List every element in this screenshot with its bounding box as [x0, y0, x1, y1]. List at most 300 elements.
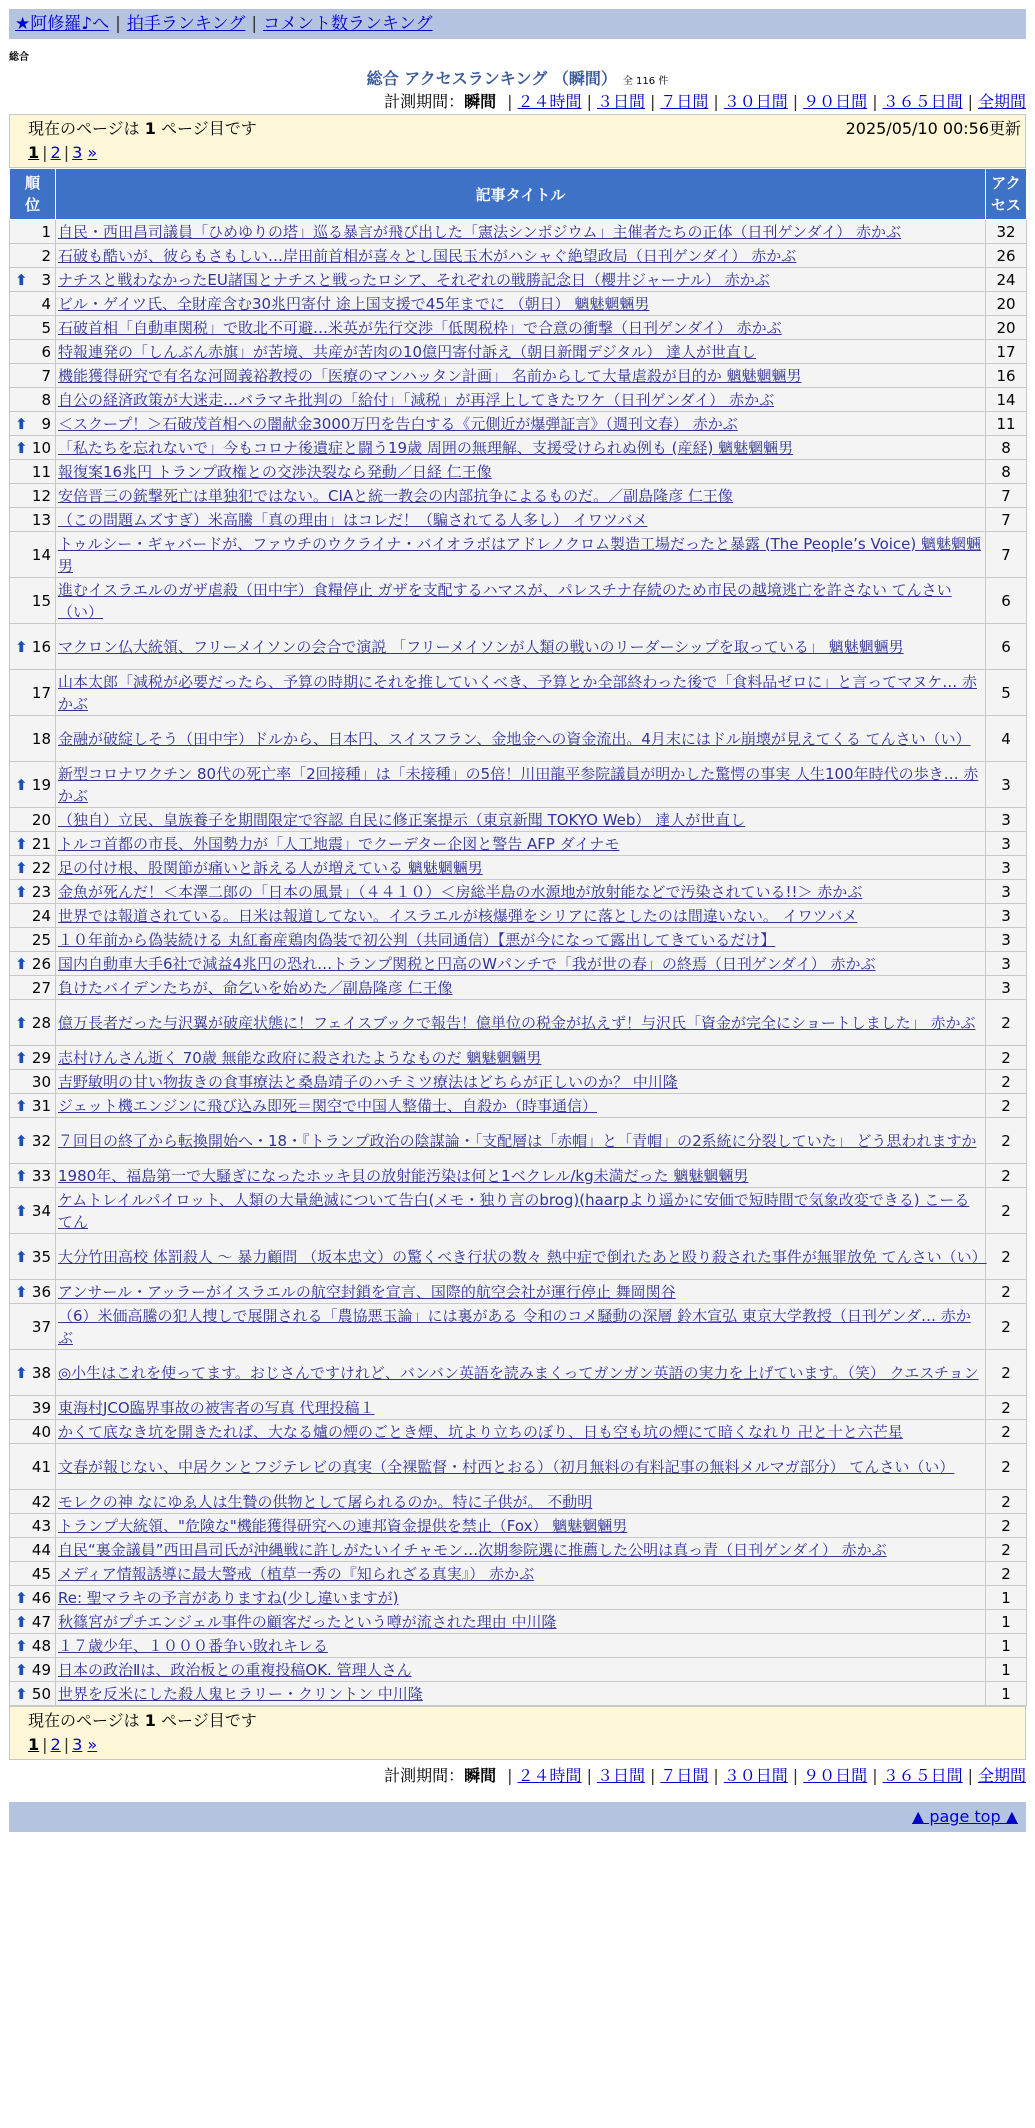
article-link[interactable]: かくて底なき坑を開きたれば、大なる爐の煙のごとき煙、坑より立ちのぼり、日も空も坑の煙にて暗くなれり 卍と十と六芒星	[58, 1422, 903, 1441]
period-selector-top	[9, 90, 1026, 114]
access-count: 2	[986, 1444, 1027, 1490]
access-count: 1	[986, 1658, 1027, 1682]
rank-cell	[10, 976, 56, 1000]
article-link[interactable]: １７歳少年、１０００番争い敗れキレる	[58, 1636, 328, 1655]
rank-cell	[10, 928, 56, 952]
title-cell	[56, 244, 986, 268]
article-link[interactable]: 大分竹田高校 体罰殺人 ～ 暴力顧問 （坂本忠文）の驚くべき行状の数々 熱中症で倒れたあと殴り殺された事件が無罪放免 てんさい（い）	[58, 1247, 987, 1266]
rank-number: 20	[31, 810, 51, 829]
access-count: 1	[986, 1634, 1027, 1658]
title-cell	[56, 532, 986, 578]
rank-cell	[10, 1070, 56, 1094]
period-option-5[interactable]: ３６５日間	[882, 92, 963, 111]
title-cell	[56, 1420, 986, 1444]
title-cell	[56, 1586, 986, 1610]
access-count: 6	[986, 624, 1027, 670]
rank-number: 10	[31, 438, 51, 457]
ranking-row	[10, 1444, 1027, 1490]
title-cell	[56, 1682, 986, 1706]
article-link[interactable]: トルコ首都の市長、外国勢力が「人工地震」でクーデター企図と警告 AFP ダイナモ	[58, 834, 620, 853]
article-link[interactable]: １０年前から偽装続ける 丸紅畜産鶏肉偽装で初公判（共同通信）【悪が今になって露出してきているだけ】	[58, 930, 776, 949]
ranking-row	[10, 808, 1027, 832]
rank-number: 26	[31, 954, 51, 973]
ranking-row	[10, 1562, 1027, 1586]
title-cell	[56, 268, 986, 292]
rank-number: 28	[31, 1013, 51, 1032]
article-link[interactable]: 石破首相「自動車関税」で敗北不可避…米英が先行交渉「低関税枠」で合意の衝撃（日刊ゲンダイ） 赤かぶ	[58, 318, 782, 337]
period-option-5[interactable]: ３６５日間	[882, 1766, 963, 1785]
title-cell	[56, 976, 986, 1000]
ranking-row	[10, 1514, 1027, 1538]
access-count: 3	[986, 952, 1027, 976]
rank-number: 39	[31, 1398, 51, 1417]
title-cell	[56, 436, 986, 460]
title-cell	[56, 1396, 986, 1420]
period-option-0[interactable]: ２４時間	[517, 92, 582, 111]
ranking-row	[10, 1164, 1027, 1188]
access-header: アクセス	[986, 169, 1027, 220]
article-link[interactable]: 志村けんさん逝く 70歳 無能な政府に殺されたようなものだ 魑魅魍魎男	[58, 1048, 542, 1067]
rank-cell	[10, 1634, 56, 1658]
article-link[interactable]: 金融が破綻しそう（田中宇）ドルから、日本円、スイスフラン、金地金への資金流出。4月末にはドル崩壊が見えてくる てんさい（い）	[58, 729, 971, 748]
article-link[interactable]: 報復案16兆円 トランプ政権との交渉決裂なら発動／日経 仁王像	[58, 462, 492, 481]
period-option-4[interactable]: ９０日間	[803, 1766, 868, 1785]
rank-number: 40	[31, 1422, 51, 1441]
ranking-row	[10, 976, 1027, 1000]
ranking-row	[10, 716, 1027, 762]
rank-number: 25	[31, 930, 51, 949]
rank-cell	[10, 762, 56, 808]
period-option-3[interactable]: ３０日間	[723, 1766, 788, 1785]
page-wrapper	[9, 9, 1026, 1832]
home-link[interactable]: ★阿修羅♪へ	[15, 14, 110, 34]
access-count: 2	[986, 1000, 1027, 1046]
access-count: 26	[986, 244, 1027, 268]
rank-cell	[10, 1538, 56, 1562]
rank-cell	[10, 1514, 56, 1538]
period-separator: |	[967, 1766, 973, 1785]
title-cell	[56, 880, 986, 904]
article-link[interactable]: 自民・西田昌司議員「ひめゆりの塔」巡る暴言が飛び出した「憲法シンポジウム」主催者たちの正体（日刊ゲンダイ） 赤かぶ	[58, 222, 902, 241]
ranking-row	[10, 762, 1027, 808]
rank-number: 6	[41, 342, 51, 361]
rank-cell	[10, 460, 56, 484]
article-link[interactable]: 東海村JCO臨界事故の被害者の写真 代理投稿１	[58, 1398, 375, 1417]
access-count: 1	[986, 1610, 1027, 1634]
rank-number: 35	[31, 1247, 51, 1266]
rank-number: 9	[41, 414, 51, 433]
period-separator: |	[872, 1766, 878, 1785]
rank-cell	[10, 624, 56, 670]
ranking-row	[10, 952, 1027, 976]
rank-up-arrow-icon: ⬆	[15, 1247, 28, 1266]
pager-next-link[interactable]: »	[87, 1735, 98, 1754]
ranking-row	[10, 532, 1027, 578]
access-count: 2	[986, 1188, 1027, 1234]
access-count: 2	[986, 1164, 1027, 1188]
access-count: 3	[986, 856, 1027, 880]
access-count: 3	[986, 928, 1027, 952]
article-link[interactable]: 石破も酷いが、彼らもさもしい…岸田前首相が喜々とし国民玉木がハシャぐ絶望政局（日刊ゲンダイ） 赤かぶ	[58, 246, 797, 265]
ranking-row	[10, 904, 1027, 928]
rank-cell	[10, 484, 56, 508]
title-cell	[56, 1280, 986, 1304]
period-option-6[interactable]: 全期間	[977, 92, 1026, 111]
rank-number: 37	[31, 1317, 51, 1336]
access-count: 3	[986, 904, 1027, 928]
ranking-row	[10, 624, 1027, 670]
ranking-row	[10, 340, 1027, 364]
article-link[interactable]: ビル・ゲイツ氏、全財産含む30兆円寄付 途上国支援で45年までに （朝日） 魑魅魍魎男	[58, 294, 650, 313]
article-link[interactable]: （6）米価高騰の犯人捜しで展開される「農協悪玉論」には裏がある 令和のコメ騒動の深層 鈴木宣弘 東京大学教授（日刊ゲンダ… 赤かぶ	[58, 1306, 971, 1347]
title-cell	[56, 1350, 986, 1396]
article-link[interactable]: 山本太郎「減税が必要だったら、予算の時期にそれを推していくべき、予算とか全部終わった後で「食料品ゼロに」と言ってマヌケ… 赤かぶ	[58, 672, 978, 713]
ranking-row	[10, 436, 1027, 460]
access-count: 32	[986, 220, 1027, 244]
article-link[interactable]: 進むイスラエルのガザ虐殺（田中宇）食糧停止 ガザを支配するハマスが、パレスチナ存続のため市民の越境逃亡を許さない てんさい（い）	[58, 580, 952, 621]
title-cell	[56, 1658, 986, 1682]
title-cell	[56, 1188, 986, 1234]
article-link[interactable]: 1980年、福島第一で大騒ぎになったホッキ貝の放射能汚染は何と1ベクレル/kg未満だった 魑魅魍魎男	[58, 1166, 749, 1185]
rank-cell	[10, 412, 56, 436]
rank-up-arrow-icon: ⬆	[15, 1660, 28, 1679]
rank-number: 11	[31, 462, 51, 481]
title-cell	[56, 1490, 986, 1514]
rank-up-arrow-icon: ⬆	[15, 1684, 28, 1703]
article-link[interactable]: マクロン仏大統領、フリーメイソンの会合で演説 「フリーメイソンが人類の戦いのリーダーシップを取っている」 魑魅魍魎男	[58, 637, 904, 656]
article-link[interactable]: （独自）立民、皇族養子を期間限定で容認 自民に修正案提示（東京新聞 TOKYO Web） 達人が世直し	[58, 810, 746, 829]
article-link[interactable]: 自公の経済政策が大迷走…バラマキ批判の「給付」「減税」が再浮上してきたワケ（日刊ゲンダイ） 赤かぶ	[58, 390, 775, 409]
rank-number: 34	[31, 1201, 51, 1220]
rank-cell	[10, 436, 56, 460]
period-separator: |	[967, 92, 973, 111]
rank-up-arrow-icon: ⬆	[15, 1282, 28, 1301]
article-link[interactable]: 金魚が死んだ！＜本澤二郎の「日本の風景」（４４１０）＜房総半島の水源地が放射能などで汚染されている!!＞ 赤かぶ	[58, 882, 863, 901]
rank-cell	[10, 1234, 56, 1280]
article-link[interactable]: 吉野敏明の甘い物抜きの食事療法と桑島靖子のハチミツ療法はどちらが正しいのか？ 中川隆	[58, 1072, 678, 1091]
title-cell	[56, 808, 986, 832]
title-cell	[56, 1234, 986, 1280]
ranking-row	[10, 928, 1027, 952]
title-cell	[56, 1610, 986, 1634]
title-cell	[56, 460, 986, 484]
pager-top	[28, 141, 1021, 165]
rank-cell	[10, 508, 56, 532]
rank-cell	[10, 364, 56, 388]
access-count: 3	[986, 808, 1027, 832]
article-link[interactable]: 自民“裏金議員”西田昌司氏が沖縄戦に許しがたいイチャモン…次期参院選に推薦した公明は真っ青（日刊ゲンダイ） 赤かぶ	[58, 1540, 887, 1559]
period-separator: |	[649, 1766, 656, 1785]
article-link[interactable]: 文春が報じない、中居クンとフジテレビの真実（全裸監督・村西とおる）（初月無料の有料記事の無料メルマガ部分） てんさい（い）	[58, 1457, 955, 1476]
rank-cell	[10, 1164, 56, 1188]
title-cell	[56, 578, 986, 624]
ranking-row	[10, 670, 1027, 716]
nav-separator: |	[115, 14, 121, 34]
rank-number: 30	[31, 1072, 51, 1091]
rank-up-arrow-icon: ⬆	[15, 1131, 28, 1150]
rank-number: 13	[31, 510, 51, 529]
title-cell	[56, 1094, 986, 1118]
access-count: 6	[986, 578, 1027, 624]
page-info-box-top	[9, 114, 1026, 168]
article-link[interactable]: 世界を反米にした殺人鬼ヒラリー・クリントン 中川隆	[58, 1684, 423, 1703]
total-count: 全 116 件	[622, 76, 669, 87]
ranking-row	[10, 1000, 1027, 1046]
ranking-row	[10, 1682, 1027, 1706]
access-count: 2	[986, 1396, 1027, 1420]
ranking-row	[10, 1538, 1027, 1562]
ranking-row	[10, 832, 1027, 856]
title-cell	[56, 412, 986, 436]
rank-cell	[10, 880, 56, 904]
ranking-row	[10, 1070, 1027, 1094]
title-cell	[56, 1304, 986, 1350]
rank-cell	[10, 1658, 56, 1682]
ranking-row	[10, 220, 1027, 244]
nav-separator: |	[251, 14, 258, 34]
period-option-4[interactable]: ９０日間	[803, 92, 868, 111]
rank-cell	[10, 1610, 56, 1634]
title-cell	[56, 1118, 986, 1164]
rank-number: 22	[31, 858, 51, 877]
rank-number: 36	[31, 1282, 51, 1301]
rank-cell	[10, 1682, 56, 1706]
period-option-6[interactable]: 全期間	[977, 1766, 1026, 1785]
period-option-1[interactable]: ３日間	[596, 1766, 645, 1785]
access-count: 7	[986, 532, 1027, 578]
pager-separator: |	[63, 143, 70, 162]
period-label: 計測期間：	[384, 1766, 465, 1785]
article-link[interactable]: メディア情報誘導に最大警戒（植草一秀の『知られざる真実』） 赤かぶ	[58, 1564, 535, 1583]
rank-cell	[10, 220, 56, 244]
access-count: 20	[986, 292, 1027, 316]
ranking-row	[10, 1188, 1027, 1234]
period-current: 瞬間	[464, 1766, 497, 1785]
rank-up-arrow-icon: ⬆	[15, 438, 28, 457]
rank-number: 17	[31, 683, 51, 702]
rank-number: 44	[31, 1540, 51, 1559]
article-link[interactable]: ◎小生はこれを使ってます。おじさんですけれど、バンバン英語を読みまくってガンガン英語の実力を上げています。（笑） クエスチョン	[58, 1363, 979, 1382]
article-link[interactable]: ケムトレイルパイロット、人類の大量絶滅について告白(メモ・独り言のbrog)(haarpより遥かに安価で短時間で気象改変できる) こーるてん	[58, 1190, 970, 1231]
article-link[interactable]: 日本の政治Ⅱは、政治板との重複投稿OK. 管理人さん	[58, 1660, 412, 1679]
title-cell	[56, 624, 986, 670]
access-count: 3	[986, 880, 1027, 904]
rank-cell	[10, 1118, 56, 1164]
article-link[interactable]: ７回目の終了から転換開始へ・18・『トランプ政治の陰謀論・「支配層は「赤帽」と「青帽」の2系統に分裂していた」 どう思われますか	[58, 1131, 977, 1150]
rank-up-arrow-icon: ⬆	[15, 637, 28, 656]
rank-number: 46	[31, 1588, 51, 1607]
title-cell	[56, 364, 986, 388]
title-cell	[56, 1000, 986, 1046]
pager-page-2[interactable]: 2	[50, 1735, 61, 1754]
rank-number: 21	[31, 834, 51, 853]
access-count: 3	[986, 832, 1027, 856]
rank-number: 15	[31, 591, 51, 610]
period-option-0[interactable]: ２４時間	[517, 1766, 582, 1785]
rank-number: 19	[31, 775, 51, 794]
applause-ranking-link[interactable]: 拍手ランキング	[126, 14, 246, 34]
rank-up-arrow-icon: ⬆	[15, 1096, 28, 1115]
period-option-2[interactable]: ７日間	[660, 92, 709, 111]
article-link[interactable]: 足の付け根、股関節が痛いと訴える人が増えている 魑魅魍魎男	[58, 858, 483, 877]
access-count: 14	[986, 388, 1027, 412]
rank-cell	[10, 1586, 56, 1610]
ranking-row	[10, 880, 1027, 904]
rank-number: 42	[31, 1492, 51, 1511]
rank-up-arrow-icon: ⬆	[15, 1612, 28, 1631]
access-count: 1	[986, 1586, 1027, 1610]
access-count: 2	[986, 1538, 1027, 1562]
rank-number: 16	[31, 637, 51, 656]
rank-cell	[10, 316, 56, 340]
title-cell	[56, 1164, 986, 1188]
rank-up-arrow-icon: ⬆	[15, 414, 28, 433]
rank-cell	[10, 1000, 56, 1046]
ranking-row	[10, 460, 1027, 484]
article-link[interactable]: （この問題ムズすぎ）米高騰「真の理由」はコレだ！（騙されてる人多し） イワツバメ	[58, 510, 648, 529]
ranking-row	[10, 1046, 1027, 1070]
rank-cell	[10, 1396, 56, 1420]
rank-header: 順位	[10, 169, 56, 220]
page-indicator-bottom: 現在のページは 1 ページ目です	[28, 1711, 257, 1730]
rank-cell	[10, 244, 56, 268]
rank-cell	[10, 1562, 56, 1586]
period-current: 瞬間	[464, 92, 497, 111]
rank-number: 43	[31, 1516, 51, 1535]
period-option-3[interactable]: ３０日間	[723, 92, 788, 111]
title-cell	[56, 856, 986, 880]
ranking-table	[9, 168, 1027, 1706]
rank-number: 2	[41, 246, 51, 265]
comment-ranking-link[interactable]: コメント数ランキング	[263, 14, 433, 34]
rank-cell	[10, 856, 56, 880]
ranking-row	[10, 484, 1027, 508]
title-cell	[56, 1562, 986, 1586]
rank-number: 38	[31, 1363, 51, 1382]
rank-number: 48	[31, 1636, 51, 1655]
bottom-bar	[9, 1802, 1026, 1832]
article-link[interactable]: ジェット機エンジンに飛び込み即死＝関空で中国人整備士、自殺か（時事通信）	[58, 1096, 597, 1115]
pager-page-3[interactable]: 3	[72, 1735, 83, 1754]
rank-up-arrow-icon: ⬆	[15, 1166, 28, 1185]
ranking-row	[10, 1658, 1027, 1682]
access-count: 2	[986, 1118, 1027, 1164]
article-link[interactable]: モレクの神 なにゆゑ人は生贄の供物として屠られるのか。特に子供が。 不動明	[58, 1492, 593, 1511]
page-top-link[interactable]: ▲ page top ▲	[911, 1807, 1018, 1826]
rank-number: 32	[31, 1131, 51, 1150]
article-link[interactable]: ナチスと戦わなかったEU諸国とナチスと戦ったロシア、それぞれの戦勝記念日（櫻井ジャーナル） 赤かぶ	[58, 270, 770, 289]
ranking-row	[10, 1350, 1027, 1396]
article-link[interactable]: 世界では報道されている。日米は報道してない。イスラエルが核爆弾をシリアに落としたのは間違いない。 イワツバメ	[58, 906, 858, 925]
article-link[interactable]: 負けたバイデンたちが、命乞いを始めた／副島隆彦 仁王像	[58, 978, 453, 997]
access-count: 7	[986, 508, 1027, 532]
access-count: 2	[986, 1046, 1027, 1070]
period-label: 計測期間：	[384, 92, 465, 111]
rank-up-arrow-icon: ⬆	[15, 1048, 28, 1067]
article-link[interactable]: Re: 聖マラキの予言がありますね(少し違いますが)	[58, 1588, 399, 1607]
rank-number: 5	[41, 318, 51, 337]
title-cell	[56, 340, 986, 364]
pager-page-3[interactable]: 3	[72, 143, 83, 162]
period-option-2[interactable]: ７日間	[660, 1766, 709, 1785]
rank-number: 33	[31, 1166, 51, 1185]
rank-cell	[10, 532, 56, 578]
rank-up-arrow-icon: ⬆	[15, 775, 28, 794]
rank-cell	[10, 292, 56, 316]
title-cell	[56, 316, 986, 340]
article-link[interactable]: 機能獲得研究で有名な河岡義裕教授の「医療のマンハッタン計画」 名前からして大量虐殺が目的か 魑魅魍魎男	[58, 366, 802, 385]
period-separator: |	[713, 1766, 719, 1785]
article-link[interactable]: 億万長者だった与沢翼が破産状態に！フェイスブックで報告！億単位の税金が払えず！与沢氏「資金が完全にショートしました」 赤かぶ	[58, 1013, 976, 1032]
period-option-1[interactable]: ３日間	[596, 92, 645, 111]
top-nav-bar	[9, 9, 1026, 39]
article-link[interactable]: 新型コロナワクチン 80代の死亡率「2回接種」は「未接種」の5倍！川田龍平参院議員が明かした驚愕の事実 人生100年時代の歩き… 赤かぶ	[58, 764, 979, 805]
rank-up-arrow-icon: ⬆	[15, 1363, 28, 1382]
pager-page-2[interactable]: 2	[50, 143, 61, 162]
ranking-row	[10, 268, 1027, 292]
pager-next-link[interactable]: »	[87, 143, 98, 162]
article-link[interactable]: ＜スクープ！＞石破茂首相への闇献金3000万円を告白する《元側近が爆弾証言》（週刊文春） 赤かぶ	[58, 414, 738, 433]
period-separator: |	[507, 1766, 513, 1785]
article-link[interactable]: 安倍晋三の銃撃死亡は単独犯ではない。CIAと統一教会の内部抗争によるものだ。／副島隆彦 仁王像	[58, 486, 733, 505]
rank-cell	[10, 340, 56, 364]
article-link[interactable]: トランプ大統領、"危険な"機能獲得研究への連邦資金提供を禁止（Fox） 魑魅魍魎男	[58, 1516, 628, 1535]
article-link[interactable]: 「私たちを忘れないで」今もコロナ後遺症と闘う19歳 周囲の無理解、支援受けられぬ例も (産経) 魑魅魍魎男	[58, 438, 794, 457]
pager-separator: |	[42, 143, 48, 162]
title-cell	[56, 670, 986, 716]
ranking-row	[10, 856, 1027, 880]
period-separator: |	[872, 92, 878, 111]
article-link[interactable]: アンサール・アッラーがイスラエルの航空封鎖を宣言、国際的航空会社が運行停止 舞岡関谷	[58, 1282, 676, 1301]
access-count: 2	[986, 1490, 1027, 1514]
rank-number: 23	[31, 882, 51, 901]
rank-number: 4	[41, 294, 51, 313]
article-link[interactable]: 特報連発の「しんぶん赤旗」が苦境、共産が苦肉の10億円寄付訴え（朝日新聞デジタル） 達人が世直し	[58, 342, 756, 361]
rank-number: 12	[31, 486, 51, 505]
rank-up-arrow-icon: ⬆	[15, 834, 28, 853]
ranking-row	[10, 1610, 1027, 1634]
ranking-row	[10, 292, 1027, 316]
title-cell	[56, 928, 986, 952]
article-link[interactable]: トゥルシー・ギャバードが、ファウチのウクライナ・バイオラボはアドレノクロム製造工場だったと暴露 (The People’s Voice) 魑魅魍魎男	[58, 534, 982, 575]
access-count: 3	[986, 762, 1027, 808]
ranking-title: 総合 アクセスランキング （瞬間）	[366, 69, 617, 88]
pager-separator: |	[42, 1735, 48, 1754]
title-cell	[56, 484, 986, 508]
ranking-row	[10, 316, 1027, 340]
rank-cell	[10, 1304, 56, 1350]
ranking-row	[10, 1234, 1027, 1280]
article-link[interactable]: 秋篠宮がプチエンジェル事件の顧客だったという噂が流された理由 中川隆	[58, 1612, 557, 1631]
title-cell	[56, 1046, 986, 1070]
period-separator: |	[792, 1766, 799, 1785]
rank-number: 3	[41, 270, 51, 289]
title-cell	[56, 716, 986, 762]
rank-cell	[10, 1444, 56, 1490]
rank-number: 8	[41, 390, 51, 409]
pager-current-page: 1	[28, 143, 40, 162]
access-count: 2	[986, 1420, 1027, 1444]
access-count: 2	[986, 1094, 1027, 1118]
rank-up-arrow-icon: ⬆	[15, 1201, 28, 1220]
rank-number: 45	[31, 1564, 51, 1583]
article-link[interactable]: 国内自動車大手6社で減益4兆円の恐れ…トランプ関税と円高のWパンチで「我が世の春」の終焉（日刊ゲンダイ） 赤かぶ	[58, 954, 876, 973]
period-selector-bottom	[9, 1764, 1026, 1788]
rank-up-arrow-icon: ⬆	[15, 1013, 28, 1032]
access-count: 17	[986, 340, 1027, 364]
title-cell	[56, 1514, 986, 1538]
ranking-row	[10, 1490, 1027, 1514]
